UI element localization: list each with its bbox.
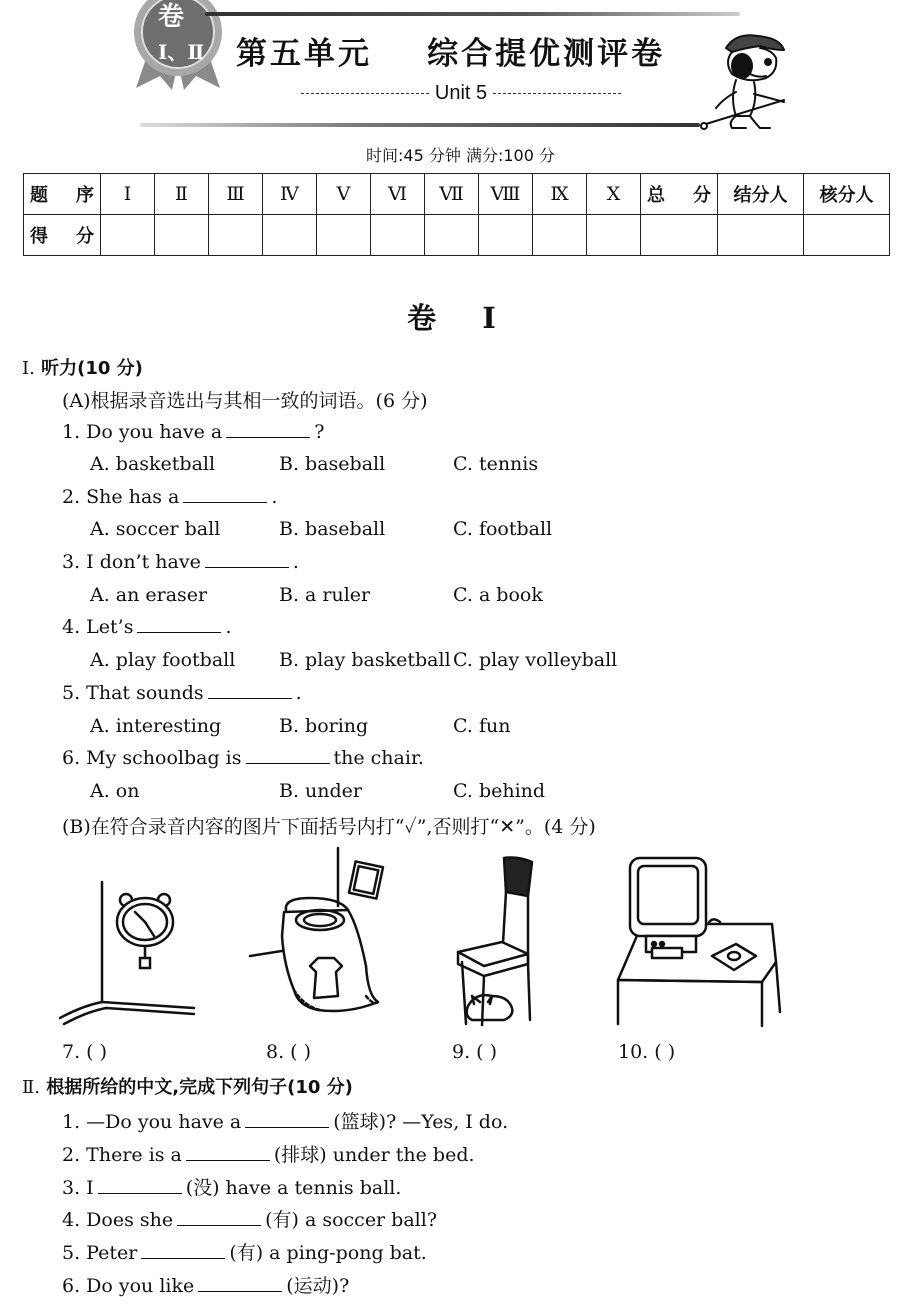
option-c[interactable]: C. football [453, 518, 553, 540]
column-header: Ⅲ [209, 174, 263, 215]
header-bottom-rule [140, 123, 700, 127]
picture-answer-7[interactable]: 7. ( ) [62, 1041, 108, 1063]
scorer-header: 结分人 [718, 174, 804, 215]
option-b[interactable]: B. a ruler [279, 584, 371, 606]
translation-question-6: 6. Do you like (运动)? [62, 1275, 350, 1297]
unit-subtitle: Unit 5 [286, 82, 636, 105]
snoopy-golfer-icon [696, 28, 792, 136]
checker-header: 核分人 [804, 174, 890, 215]
option-a[interactable]: A. play football [90, 649, 236, 671]
column-header: Ⅶ [425, 174, 479, 215]
row-label-score: 得 分 [24, 215, 101, 256]
part1-heading: Ⅰ. 听力(10 分) [22, 358, 143, 379]
option-a[interactable]: A. on [90, 780, 140, 802]
part1-section-a-instruction: (A)根据录音选出与其相一致的词语。(6 分) [62, 390, 428, 412]
answer-blank[interactable] [137, 631, 221, 633]
score-cell[interactable] [371, 215, 425, 256]
score-table-score-row [24, 215, 890, 256]
question-6: 6. My schoolbag is the chair. [62, 747, 424, 769]
wall-clock-icon [58, 878, 198, 1028]
option-b[interactable]: B. play basketball [279, 649, 451, 671]
score-cell[interactable] [209, 215, 263, 256]
option-b[interactable]: B. under [279, 780, 363, 802]
bed-with-dress-icon [248, 846, 398, 1016]
answer-blank[interactable] [183, 501, 267, 503]
column-header: Ⅸ [533, 174, 587, 215]
scorer-cell[interactable] [718, 215, 804, 256]
score-cell[interactable] [263, 215, 317, 256]
row-label-question-order: 题 序 [24, 174, 101, 215]
score-cell[interactable] [533, 215, 587, 256]
translation-question-5: 5. Peter (有) a ping-pong bat. [62, 1242, 427, 1264]
page-title: 第五单元 综合提优测评卷 [236, 36, 666, 72]
picture-answer-9[interactable]: 9. ( ) [452, 1041, 498, 1063]
computer-desk-icon [612, 852, 788, 1027]
option-c[interactable]: C. play volleyball [453, 649, 618, 671]
picture-answer-10[interactable]: 10. ( ) [618, 1041, 676, 1063]
question-1: 1. Do you have a ? [62, 421, 325, 443]
badge-top-text: 卷 [158, 2, 185, 32]
column-header: Ⅵ [371, 174, 425, 215]
question-5: 5. That sounds . [62, 682, 302, 704]
column-header: Ⅳ [263, 174, 317, 215]
column-header: Ⅴ [317, 174, 371, 215]
answer-blank[interactable] [208, 697, 292, 699]
column-header: Ⅰ [101, 174, 155, 215]
score-cell[interactable] [479, 215, 533, 256]
option-a[interactable]: A. soccer ball [90, 518, 221, 540]
score-cell[interactable] [587, 215, 641, 256]
question-4: 4. Let’s . [62, 616, 232, 638]
option-c[interactable]: C. behind [453, 780, 546, 802]
column-header: Ⅹ [587, 174, 641, 215]
chair-with-cat-icon [448, 856, 548, 1026]
question-2: 2. She has a . [62, 486, 278, 508]
answer-blank[interactable] [186, 1159, 270, 1161]
translation-question-3: 3. I (没) have a tennis ball. [62, 1177, 402, 1199]
option-c[interactable]: C. fun [453, 715, 511, 737]
translation-question-2: 2. There is a (排球) under the bed. [62, 1144, 475, 1166]
section-title: 卷 Ⅰ [407, 301, 514, 335]
answer-blank[interactable] [246, 762, 330, 764]
question-3: 3. I don’t have . [62, 551, 299, 573]
translation-question-4: 4. Does she (有) a soccer ball? [62, 1209, 438, 1231]
picture-answer-8[interactable]: 8. ( ) [266, 1041, 312, 1063]
translation-question-1: 1. —Do you have a (篮球)? —Yes, I do. [62, 1111, 509, 1133]
score-table-header-row [24, 174, 890, 215]
option-b[interactable]: B. boring [279, 715, 369, 737]
score-cell[interactable] [317, 215, 371, 256]
column-header: Ⅱ [155, 174, 209, 215]
score-cell[interactable] [101, 215, 155, 256]
option-b[interactable]: B. baseball [279, 453, 386, 475]
option-a[interactable]: A. an eraser [90, 584, 208, 606]
total-score-header: 总 分 [641, 174, 718, 215]
option-c[interactable]: C. tennis [453, 453, 539, 475]
checker-cell[interactable] [804, 215, 890, 256]
score-table [23, 173, 890, 256]
option-c[interactable]: C. a book [453, 584, 543, 606]
part2-heading: Ⅱ. 根据所给的中文,完成下列句子(10 分) [22, 1077, 353, 1098]
option-a[interactable]: A. basketball [90, 453, 216, 475]
answer-blank[interactable] [226, 436, 310, 438]
badge-bottom-text: Ⅰ、Ⅱ [158, 40, 205, 64]
option-b[interactable]: B. baseball [279, 518, 386, 540]
column-header: Ⅷ [479, 174, 533, 215]
answer-blank[interactable] [98, 1192, 182, 1194]
answer-blank[interactable] [177, 1224, 261, 1226]
total-score-cell[interactable] [641, 215, 718, 256]
score-cell[interactable] [155, 215, 209, 256]
score-cell[interactable] [425, 215, 479, 256]
header-top-rule [205, 12, 740, 16]
option-a[interactable]: A. interesting [90, 715, 222, 737]
exam-time-score-info: 时间:45 分钟 满分:100 分 [366, 146, 555, 165]
answer-blank[interactable] [141, 1257, 225, 1259]
answer-blank[interactable] [198, 1290, 282, 1292]
answer-blank[interactable] [245, 1126, 329, 1128]
answer-blank[interactable] [205, 566, 289, 568]
part1-section-b-instruction: (B)在符合录音内容的图片下面括号内打“✓”,否则打“✕”。(4 分) [62, 816, 596, 838]
